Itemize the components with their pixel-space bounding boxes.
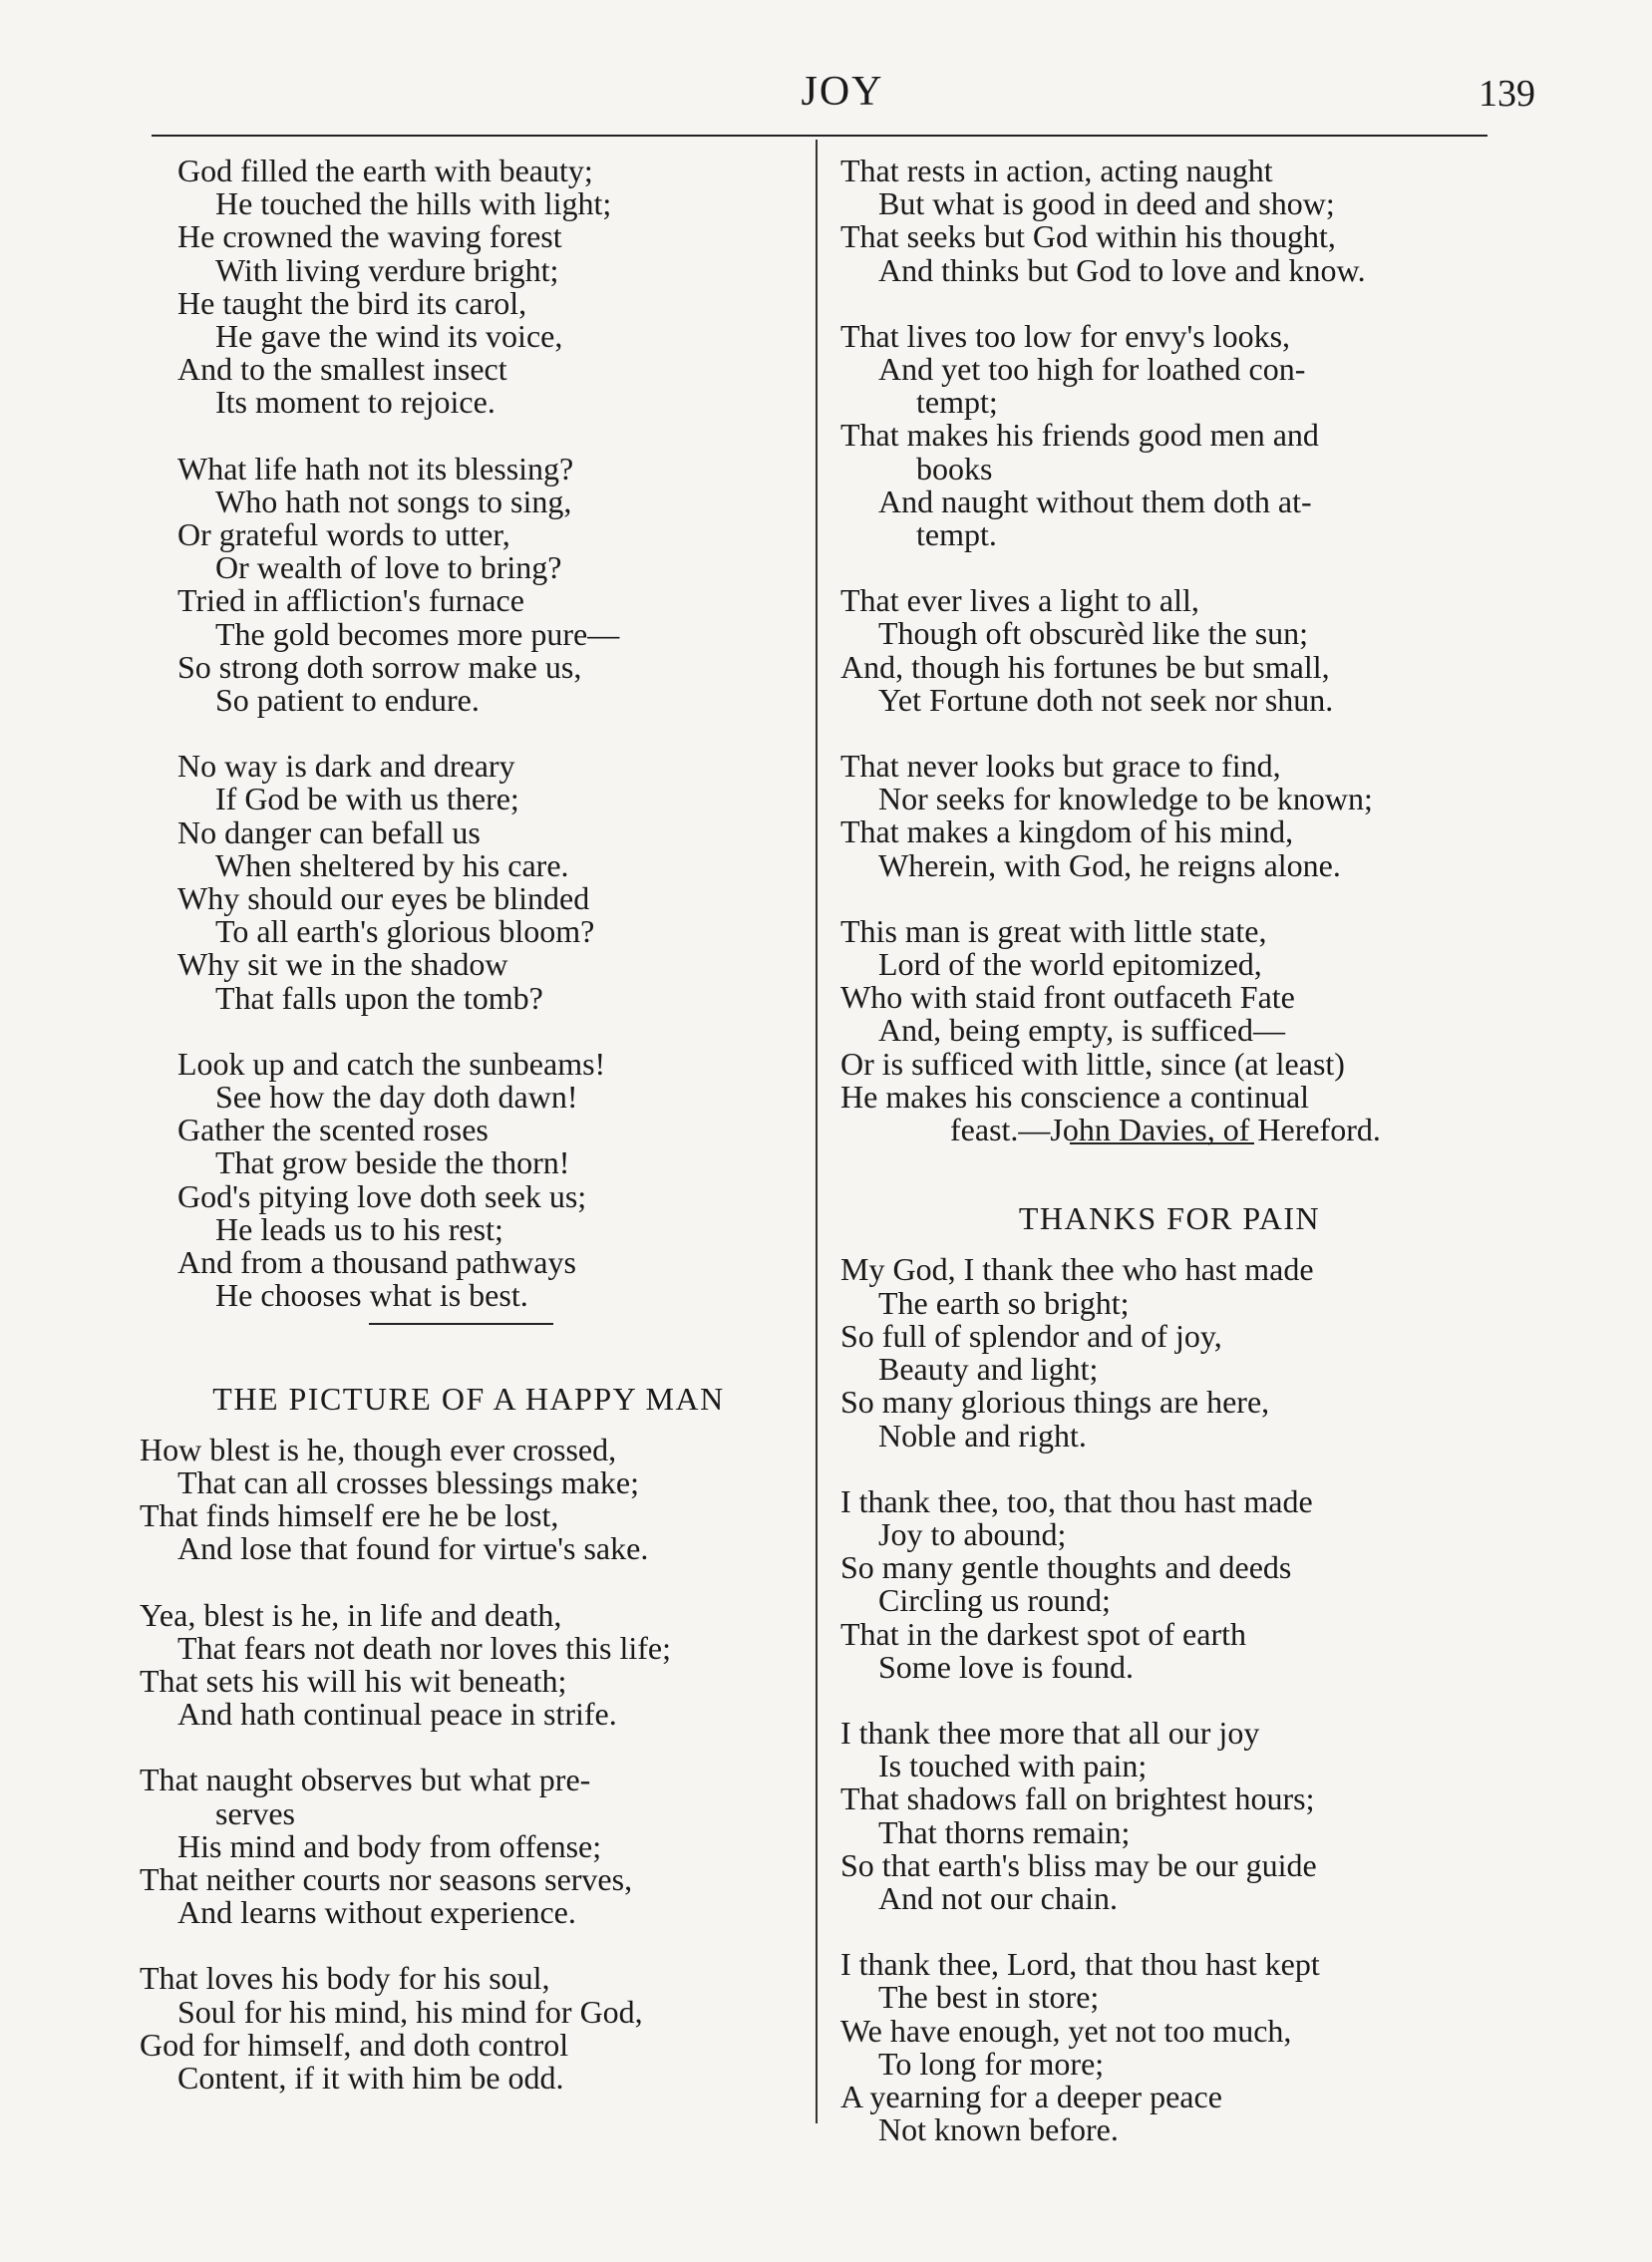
left-column xyxy=(140,155,798,2095)
verse-line: Lord of the world epitomized, xyxy=(878,946,1262,983)
verse-line: That seeks but God within his thought, xyxy=(840,218,1336,255)
verse-line: Who hath not songs to sing, xyxy=(215,483,572,519)
poem-happy-man-continued xyxy=(840,155,1498,1146)
stanza xyxy=(840,155,1498,287)
verse-line: So strong doth sorrow make us, xyxy=(177,648,582,685)
verse-line: So patient to endure. xyxy=(215,682,480,719)
verse-line: That finds himself ere he be lost, xyxy=(140,1497,559,1534)
verse-line: He chooses what is best. xyxy=(215,1277,528,1314)
verse-line: When sheltered by his care. xyxy=(215,846,569,883)
verse-line: That naught observes but what pre- xyxy=(140,1762,591,1798)
verse-line: With living verdure bright; xyxy=(215,251,559,288)
verse-line: God's pitying love doth seek us; xyxy=(177,1177,587,1214)
verse-line: That loves his body for his soul, xyxy=(140,1960,550,1997)
verse-line: Why sit we in the shadow xyxy=(177,946,508,983)
page-number: 139 xyxy=(1479,73,1535,115)
verse-line: Or is sufficed with little, since (at least) xyxy=(840,1045,1345,1082)
stanza xyxy=(840,1714,1498,1916)
running-head: JOY xyxy=(801,69,884,115)
verse-line: That ever lives a light to all, xyxy=(840,582,1199,619)
verse-line: That fears not death nor loves this life; xyxy=(177,1629,671,1666)
stanza xyxy=(140,450,798,719)
verse-line: God filled the earth with beauty; xyxy=(177,153,593,188)
verse-line: That makes a kingdom of his mind, xyxy=(840,813,1294,850)
verse-line: Who with staid front outfaceth Fate xyxy=(840,979,1295,1016)
verse-line: See how the day doth dawn! xyxy=(215,1079,578,1116)
verse-line: No way is dark and dreary xyxy=(177,748,515,785)
verse-line: books xyxy=(916,450,993,486)
verse-line: He crowned the waving forest xyxy=(177,218,562,255)
verse-line: That sets his will his wit beneath; xyxy=(140,1662,567,1699)
verse-line: And hath continual peace in strife. xyxy=(177,1696,617,1733)
page-header xyxy=(150,68,1535,128)
verse-line: How blest is he, though ever crossed, xyxy=(140,1431,617,1467)
verse-line: Joy to abound; xyxy=(878,1515,1067,1552)
verse-line: That grow beside the thorn! xyxy=(215,1144,570,1181)
verse-line: And to the smallest insect xyxy=(177,351,507,388)
verse-line: So that earth's bliss may be our guide xyxy=(840,1846,1317,1883)
verse-line: And lose that found for virtue's sake. xyxy=(177,1530,649,1567)
verse-line: What life hath not its blessing? xyxy=(177,450,574,486)
verse-line: And, though his fortunes be but small, xyxy=(840,648,1330,685)
verse-line: He taught the bird its carol, xyxy=(177,284,527,321)
verse-line: We have enough, yet not too much, xyxy=(840,2012,1292,2049)
stanza xyxy=(140,750,798,1015)
column-divider xyxy=(816,140,818,2123)
verse-line: God for himself, and doth control xyxy=(140,2026,569,2063)
verse-line: Circling us round; xyxy=(878,1582,1111,1619)
verse-line: My God, I thank thee who hast made xyxy=(840,1251,1314,1288)
verse-line: Yea, blest is he, in life and death, xyxy=(140,1596,562,1633)
verse-line: The gold becomes more pure— xyxy=(215,615,620,652)
right-column xyxy=(840,155,1498,2146)
verse-line: So full of splendor and of joy, xyxy=(840,1317,1222,1354)
verse-line: He gave the wind its voice, xyxy=(215,318,563,355)
verse-line: That falls upon the tomb? xyxy=(215,979,543,1016)
poem-joy xyxy=(140,155,798,1313)
verse-line: Soul for his mind, his mind for God, xyxy=(177,1993,643,2030)
verse-line: feast.—John Davies, of Hereford. xyxy=(950,1112,1381,1148)
verse-line: Noble and right. xyxy=(878,1417,1087,1454)
stanza xyxy=(840,912,1498,1148)
verse-line: Or wealth of love to bring? xyxy=(215,549,562,586)
verse-line: I thank thee, too, that thou hast made xyxy=(840,1482,1313,1519)
verse-line: Content, if it with him be odd. xyxy=(177,2059,564,2096)
verse-line: To long for more; xyxy=(878,2045,1105,2082)
verse-line: That thorns remain; xyxy=(878,1813,1131,1850)
verse-line: Tried in affliction's furnace xyxy=(177,582,524,619)
verse-line: That rests in action, acting naught xyxy=(840,153,1273,188)
verse-line: Why should our eyes be blinded xyxy=(177,880,590,917)
verse-line: That in the darkest spot of earth xyxy=(840,1615,1246,1652)
stanza xyxy=(840,750,1498,882)
verse-line: Its moment to rejoice. xyxy=(215,384,496,421)
verse-line: He leads us to his rest; xyxy=(215,1210,503,1247)
verse-line: This man is great with little state, xyxy=(840,912,1267,949)
verse-line: But what is good in deed and show; xyxy=(878,185,1335,222)
verse-line: That makes his friends good men and xyxy=(840,417,1319,454)
verse-line: Wherein, with God, he reigns alone. xyxy=(878,846,1341,883)
verse-line: The best in store; xyxy=(878,1979,1100,2016)
stanza xyxy=(140,1962,798,2095)
stanza xyxy=(140,1431,798,1567)
verse-line: Though oft obscurèd like the sun; xyxy=(878,615,1309,652)
verse-line: No danger can befall us xyxy=(177,813,481,850)
stanza xyxy=(140,1764,798,1929)
verse-line: Beauty and light; xyxy=(878,1351,1099,1388)
verse-line: Or grateful words to utter, xyxy=(177,516,510,553)
verse-line: That can all crosses blessings make; xyxy=(177,1463,639,1500)
verse-line: If God be with us there; xyxy=(215,781,519,817)
verse-line: And naught without them doth at- xyxy=(878,483,1312,519)
verse-line: So many glorious things are here, xyxy=(840,1384,1270,1421)
header-rule xyxy=(152,135,1487,137)
stanza xyxy=(840,1948,1498,2146)
verse-line: And, being empty, is sufficed— xyxy=(878,1012,1285,1049)
verse-line: tempt. xyxy=(916,516,997,553)
verse-line: Some love is found. xyxy=(878,1648,1134,1685)
verse-line: serves xyxy=(215,1794,295,1831)
verse-line: Is touched with pain; xyxy=(878,1748,1148,1784)
verse-line: Gather the scented roses xyxy=(177,1112,489,1148)
verse-line: The earth so bright; xyxy=(878,1284,1130,1321)
verse-line: He touched the hills with light; xyxy=(215,185,612,222)
stanza xyxy=(840,1253,1498,1452)
section-separator xyxy=(369,1323,553,1325)
stanza xyxy=(840,317,1498,553)
verse-line: And learns without experience. xyxy=(177,1894,576,1931)
verse-line: That neither courts nor seasons serves, xyxy=(140,1860,633,1897)
verse-line: So many gentle thoughts and deeds xyxy=(840,1549,1292,1586)
verse-line: And yet too high for loathed con- xyxy=(878,351,1306,388)
verse-line: And thinks but God to love and know. xyxy=(878,251,1366,288)
verse-line: To all earth's glorious bloom? xyxy=(215,913,595,950)
verse-line: I thank thee, Lord, that thou hast kept xyxy=(840,1946,1320,1983)
verse-line: Not known before. xyxy=(878,2111,1119,2148)
verse-line: Yet Fortune doth not seek nor shun. xyxy=(878,681,1334,718)
verse-line: Look up and catch the sunbeams! xyxy=(177,1045,606,1082)
poem-happy-man xyxy=(140,1431,798,2096)
poem-title-thanks-for-pain: THANKS FOR PAIN xyxy=(1018,1200,1321,1237)
verse-line: Nor seeks for knowledge to be known; xyxy=(878,781,1373,817)
stanza xyxy=(140,155,798,420)
poem-title-happy-man: THE PICTURE OF A HAPPY MAN xyxy=(212,1380,725,1417)
stanza xyxy=(840,1482,1498,1685)
poem-thanks-for-pain xyxy=(840,1253,1498,2146)
verse-line: And not our chain. xyxy=(878,1879,1118,1916)
stanza xyxy=(140,1045,798,1314)
verse-line: And from a thousand pathways xyxy=(177,1244,576,1281)
stanza xyxy=(140,1596,798,1733)
verse-line: That lives too low for envy's looks, xyxy=(840,317,1291,354)
verse-line: I thank thee more that all our joy xyxy=(840,1714,1260,1751)
verse-line: His mind and body from offense; xyxy=(177,1827,602,1864)
verse-line: He makes his conscience a continual xyxy=(840,1078,1310,1115)
verse-line: That never looks but grace to find, xyxy=(840,748,1281,785)
verse-line: A yearning for a deeper peace xyxy=(840,2078,1222,2114)
verse-line: tempt; xyxy=(916,384,998,421)
stanza xyxy=(840,584,1498,717)
verse-line: That shadows fall on brightest hours; xyxy=(840,1780,1315,1817)
